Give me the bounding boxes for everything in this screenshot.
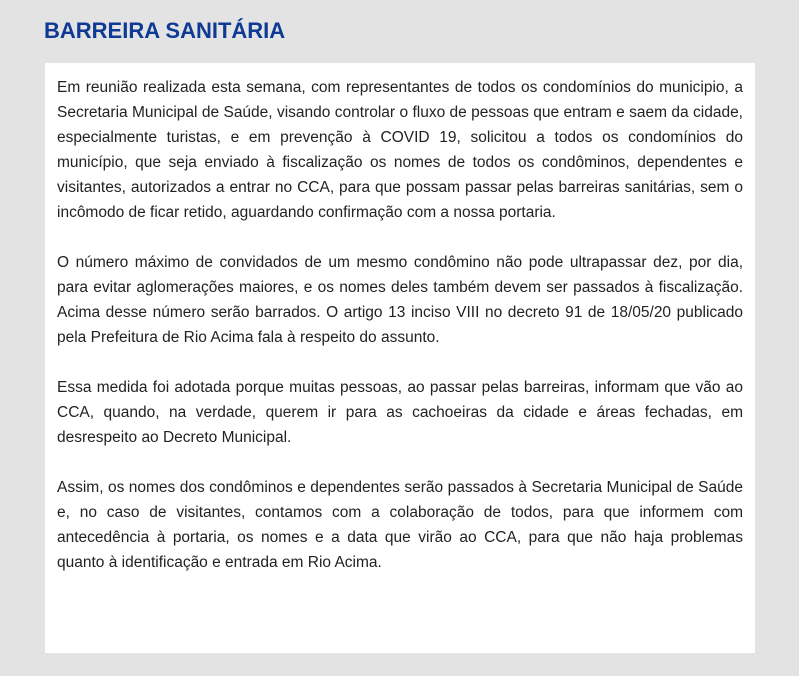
article-paragraph-1: Em reunião realizada esta semana, com representantes de todos os condomínios do municipio, a Secretaria Municipal de Saúde, visando controlar o fluxo de pessoas que entram e saem da cidade, especialmente turistas, e em prevenção à COVID 19, solicitou a todos os condomínios do município, que seja enviado à fiscalização os nomes de todos os condôminos, dependentes e visitantes, autorizados a entrar no CCA, para que possam passar pelas barreiras sanitárias, sem o incômodo de ficar retido, aguardando confirmação com a nossa portaria. (57, 79, 743, 221)
article-paragraph-3: Essa medida foi adotada porque muitas pessoas, ao passar pelas barreiras, informam que vão ao CCA, quando, na verdade, querem ir para as cachoeiras da cidade e áreas fechadas, em desrespeito ao Decreto Municipal. (57, 379, 743, 446)
article-paragraph-4: Assim, os nomes dos condôminos e dependentes serão passados à Secretaria Municipal de Saúde e, no caso de visitantes, contamos com a colaboração de todos, para que informem com antecedência à portaria, os nomes e a data que virão ao CCA, para que não haja problemas quanto à identificação e entrada em Rio Acima. (57, 479, 743, 571)
article-paragraph-2: O número máximo de convidados de um mesmo condômino não pode ultrapassar dez, por dia, para evitar aglomerações maiores, e os nomes deles também devem ser passados à fiscalização. Acima desse número serão barrados. O artigo 13 inciso VIII no decreto 91 de 18/05/20 publicado pela Prefeitura de Rio Acima fala à respeito do assunto. (57, 254, 743, 346)
article-title: BARREIRA SANITÁRIA (44, 18, 286, 43)
article-body (45, 63, 755, 653)
